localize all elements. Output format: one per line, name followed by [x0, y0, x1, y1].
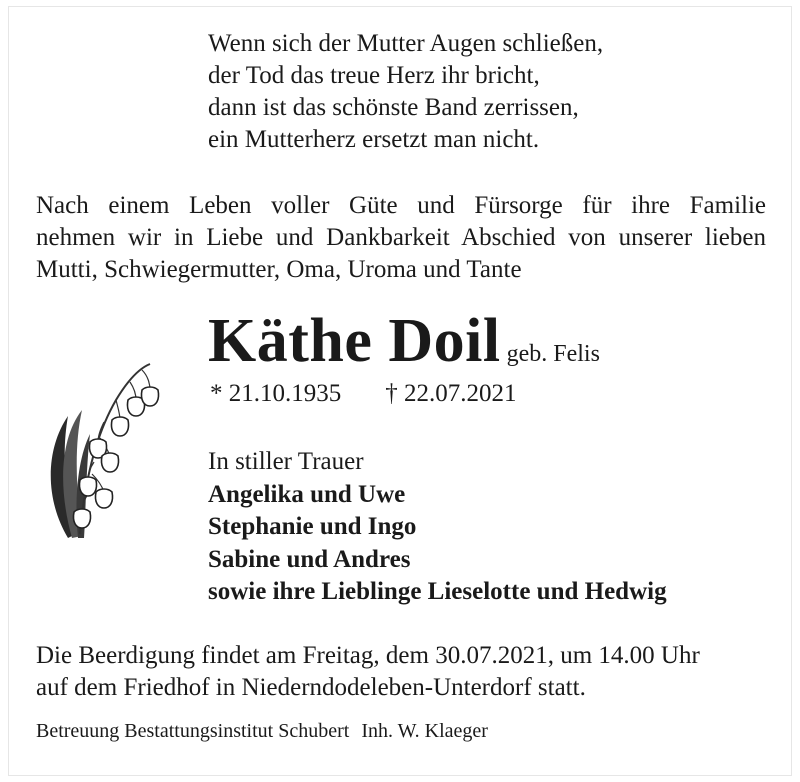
intro-line: nehmen wir in Liebe und Dankbarkeit Abschied von unserer lieben [36, 224, 766, 251]
undertaker-company: Betreuung Bestattungsinstitut Schubert [36, 720, 350, 742]
mourners-heading: In stiller Trauer [208, 448, 364, 475]
poem [208, 28, 603, 156]
poem-line: dann ist das schönste Band zerrissen, [208, 94, 579, 121]
undertaker-info [36, 718, 488, 744]
deceased-name: Käthe Doil [208, 307, 501, 375]
mourner-name: Sabine und Andres [208, 545, 411, 573]
funeral-info [36, 640, 700, 704]
mourner-name: Stephanie und Ingo [208, 513, 417, 540]
birth-date: * 21.10.1935 [210, 380, 342, 407]
intro-line: Nach einem Leben voller Güte und Fürsorge für ihre Familie [36, 192, 766, 219]
poem-line: der Tod das treue Herz ihr bricht, [208, 62, 540, 89]
mourner-name: sowie ihre Lieblinge Lieselotte und Hedwig [208, 578, 667, 605]
undertaker-owner: Inh. W. Klaeger [361, 720, 488, 742]
death-date: † 22.07.2021 [385, 380, 517, 407]
funeral-line: auf dem Friedhof in Niederndodeleben-Unterdorf statt. [36, 674, 586, 701]
intro-text [36, 190, 766, 286]
funeral-line: Die Beerdigung findet am Freitag, dem 30.07.2021, um 14.00 Uhr [36, 642, 700, 669]
poem-line: Wenn sich der Mutter Augen schließen, [208, 30, 604, 57]
birth-name: geb. Felis [506, 341, 600, 367]
poem-line: ein Mutterherz ersetzt man nicht. [208, 126, 540, 153]
mourner-name: Angelika und Uwe [208, 480, 406, 508]
mourners-list [208, 446, 667, 609]
deceased-name-line [208, 306, 600, 376]
life-dates [210, 378, 517, 410]
intro-line: Mutti, Schwiegermutter, Oma, Uroma und Tante [36, 256, 522, 283]
lily-of-the-valley-icon [38, 338, 164, 543]
